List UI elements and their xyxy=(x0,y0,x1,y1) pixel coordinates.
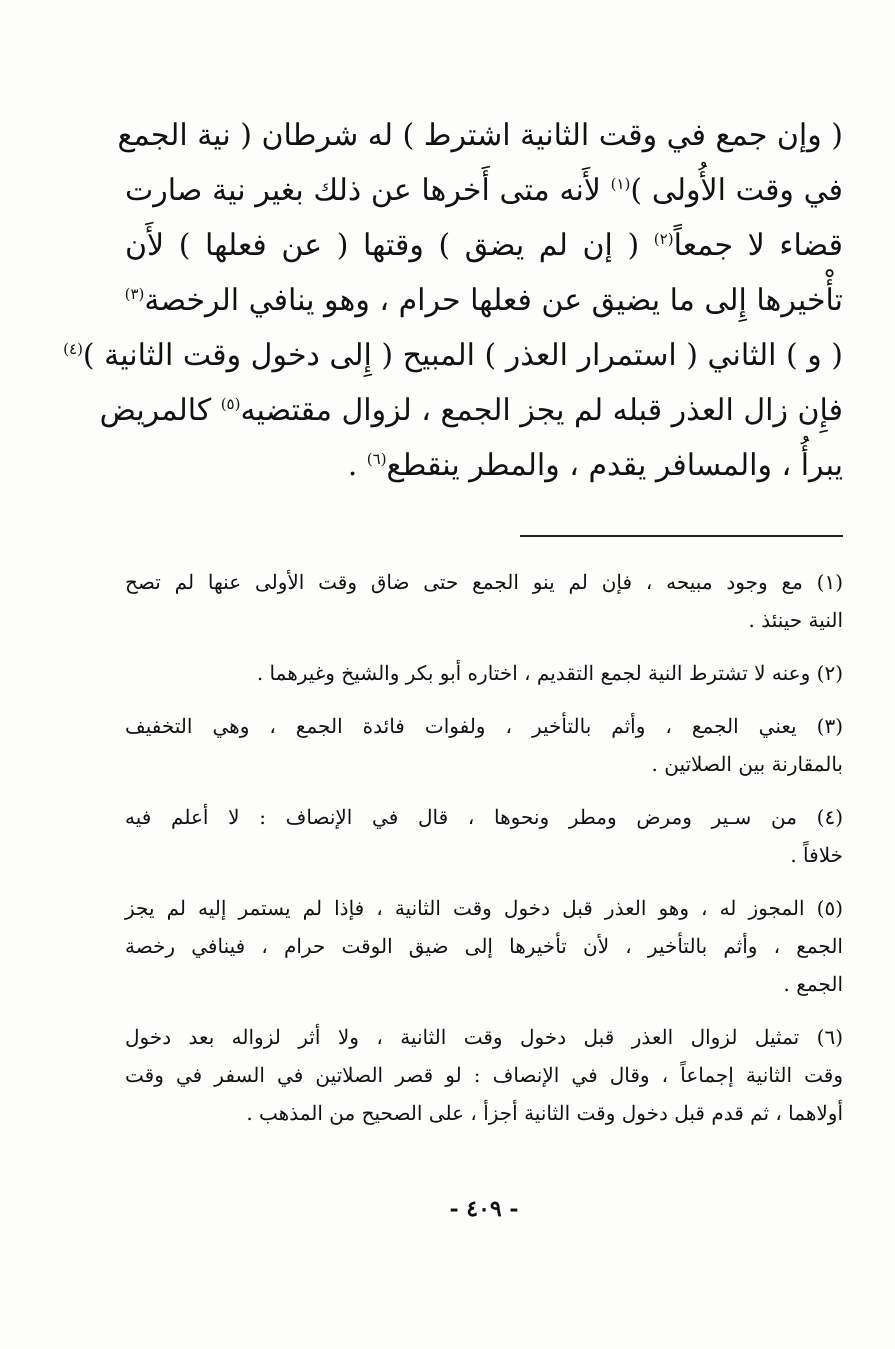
footnote-line: (٥) المجوز له ، وهو العذر قبل دخول وقت الثانية ، فإذا لم يستمر إليه لم يجز xyxy=(125,896,843,920)
footnote-6 xyxy=(125,1018,843,1132)
main-line: فإِن زال العذر قبله لم يجز الجمع ، لزوال مقتضيه$^{(٥)}$ كالمريض xyxy=(99,393,843,428)
footnote-line: النية حينئذ . xyxy=(748,608,843,632)
footnote-reference: (٥) xyxy=(220,395,241,413)
footnote-reference: (١) xyxy=(610,175,631,193)
footnote-reference: (٢) xyxy=(653,230,674,248)
footnote-line: بالمقارنة بين الصلاتين . xyxy=(651,752,843,776)
main-line: تأْخيرها إِلى ما يضيق عن فعلها حرام ، وهو ينافي الرخصة$^{(٣)}$ xyxy=(124,283,843,318)
footnote-reference: (٤) xyxy=(63,340,83,358)
footnote-line: (٤) من سـير ومرض ومطر ونحوها ، قال في الإنصاف : لا أعلم فيه xyxy=(125,805,843,829)
main-line: ( و ) الثاني ( استمرار العذر ) المبيح ( إِلى دخول وقت الثانية )$^{(٤)}$ xyxy=(63,338,843,373)
footnote-line: (٣) يعني الجمع ، وأثم بالتأخير ، ولفوات فائدة الجمع ، وهي التخفيف xyxy=(125,714,843,738)
page-number: - ٤٠٩ - xyxy=(449,1196,519,1222)
footnote-line: خلافاً . xyxy=(790,843,843,867)
footnote-1 xyxy=(125,563,843,639)
footnote-5 xyxy=(125,889,843,1003)
footnote-line: وقت الثانية إجماعاً ، وقال في الإنصاف : لو قصر الصلاتين في السفر في وقت xyxy=(125,1063,843,1087)
footnote-3 xyxy=(125,707,843,783)
footnote-line: (١) مع وجود مبيحه ، فإن لم ينو الجمع حتى ضاق وقت الأولى عنها لم تصح xyxy=(125,570,843,594)
main-line: يبرأُ ، والمسافر يقدم ، والمطر ينقطع$^{(٦)}$ . xyxy=(347,448,843,483)
footnote-reference: (٦) xyxy=(366,450,387,468)
footnote-separator xyxy=(520,535,843,537)
main-line: في وقت الأُولى )$^{(١)}$ لأَنه متى أَخرها عن ذلك بغير نية صارت xyxy=(125,173,843,208)
main-line: ( وإن جمع في وقت الثانية اشترط ) له شرطان ( نية الجمع xyxy=(117,118,843,153)
main-line: قضاء لا جمعاً$^{(٢)}$ ( إن لم يضق ) وقتها ( عن فعلها ) لأَن xyxy=(125,228,843,263)
footnote-line: الجمع . xyxy=(783,972,843,996)
footnote-line: الجمع ، وأثم بالتأخير ، لأن تأخيرها إلى ضيق الوقت حرام ، فينافي رخصة xyxy=(125,934,843,958)
footnote-line: (٢) وعنه لا تشترط النية لجمع التقديم ، اختاره أبو بكر والشيخ وغيرهما . xyxy=(256,661,843,685)
footnotes xyxy=(125,563,843,1147)
book-page xyxy=(63,108,843,1308)
footnote-line: أولاهما ، ثم قدم قبل دخول وقت الثانية أجزأ ، على الصحيح من المذهب . xyxy=(246,1101,843,1125)
footnote-reference: (٣) xyxy=(124,285,145,303)
footnote-line: (٦) تمثيل لزوال العذر قبل دخول وقت الثانية ، ولا أثر لزواله بعد دخول xyxy=(125,1025,843,1049)
main-text xyxy=(63,108,843,493)
footnote-2 xyxy=(125,654,843,692)
footnote-4 xyxy=(125,798,843,874)
